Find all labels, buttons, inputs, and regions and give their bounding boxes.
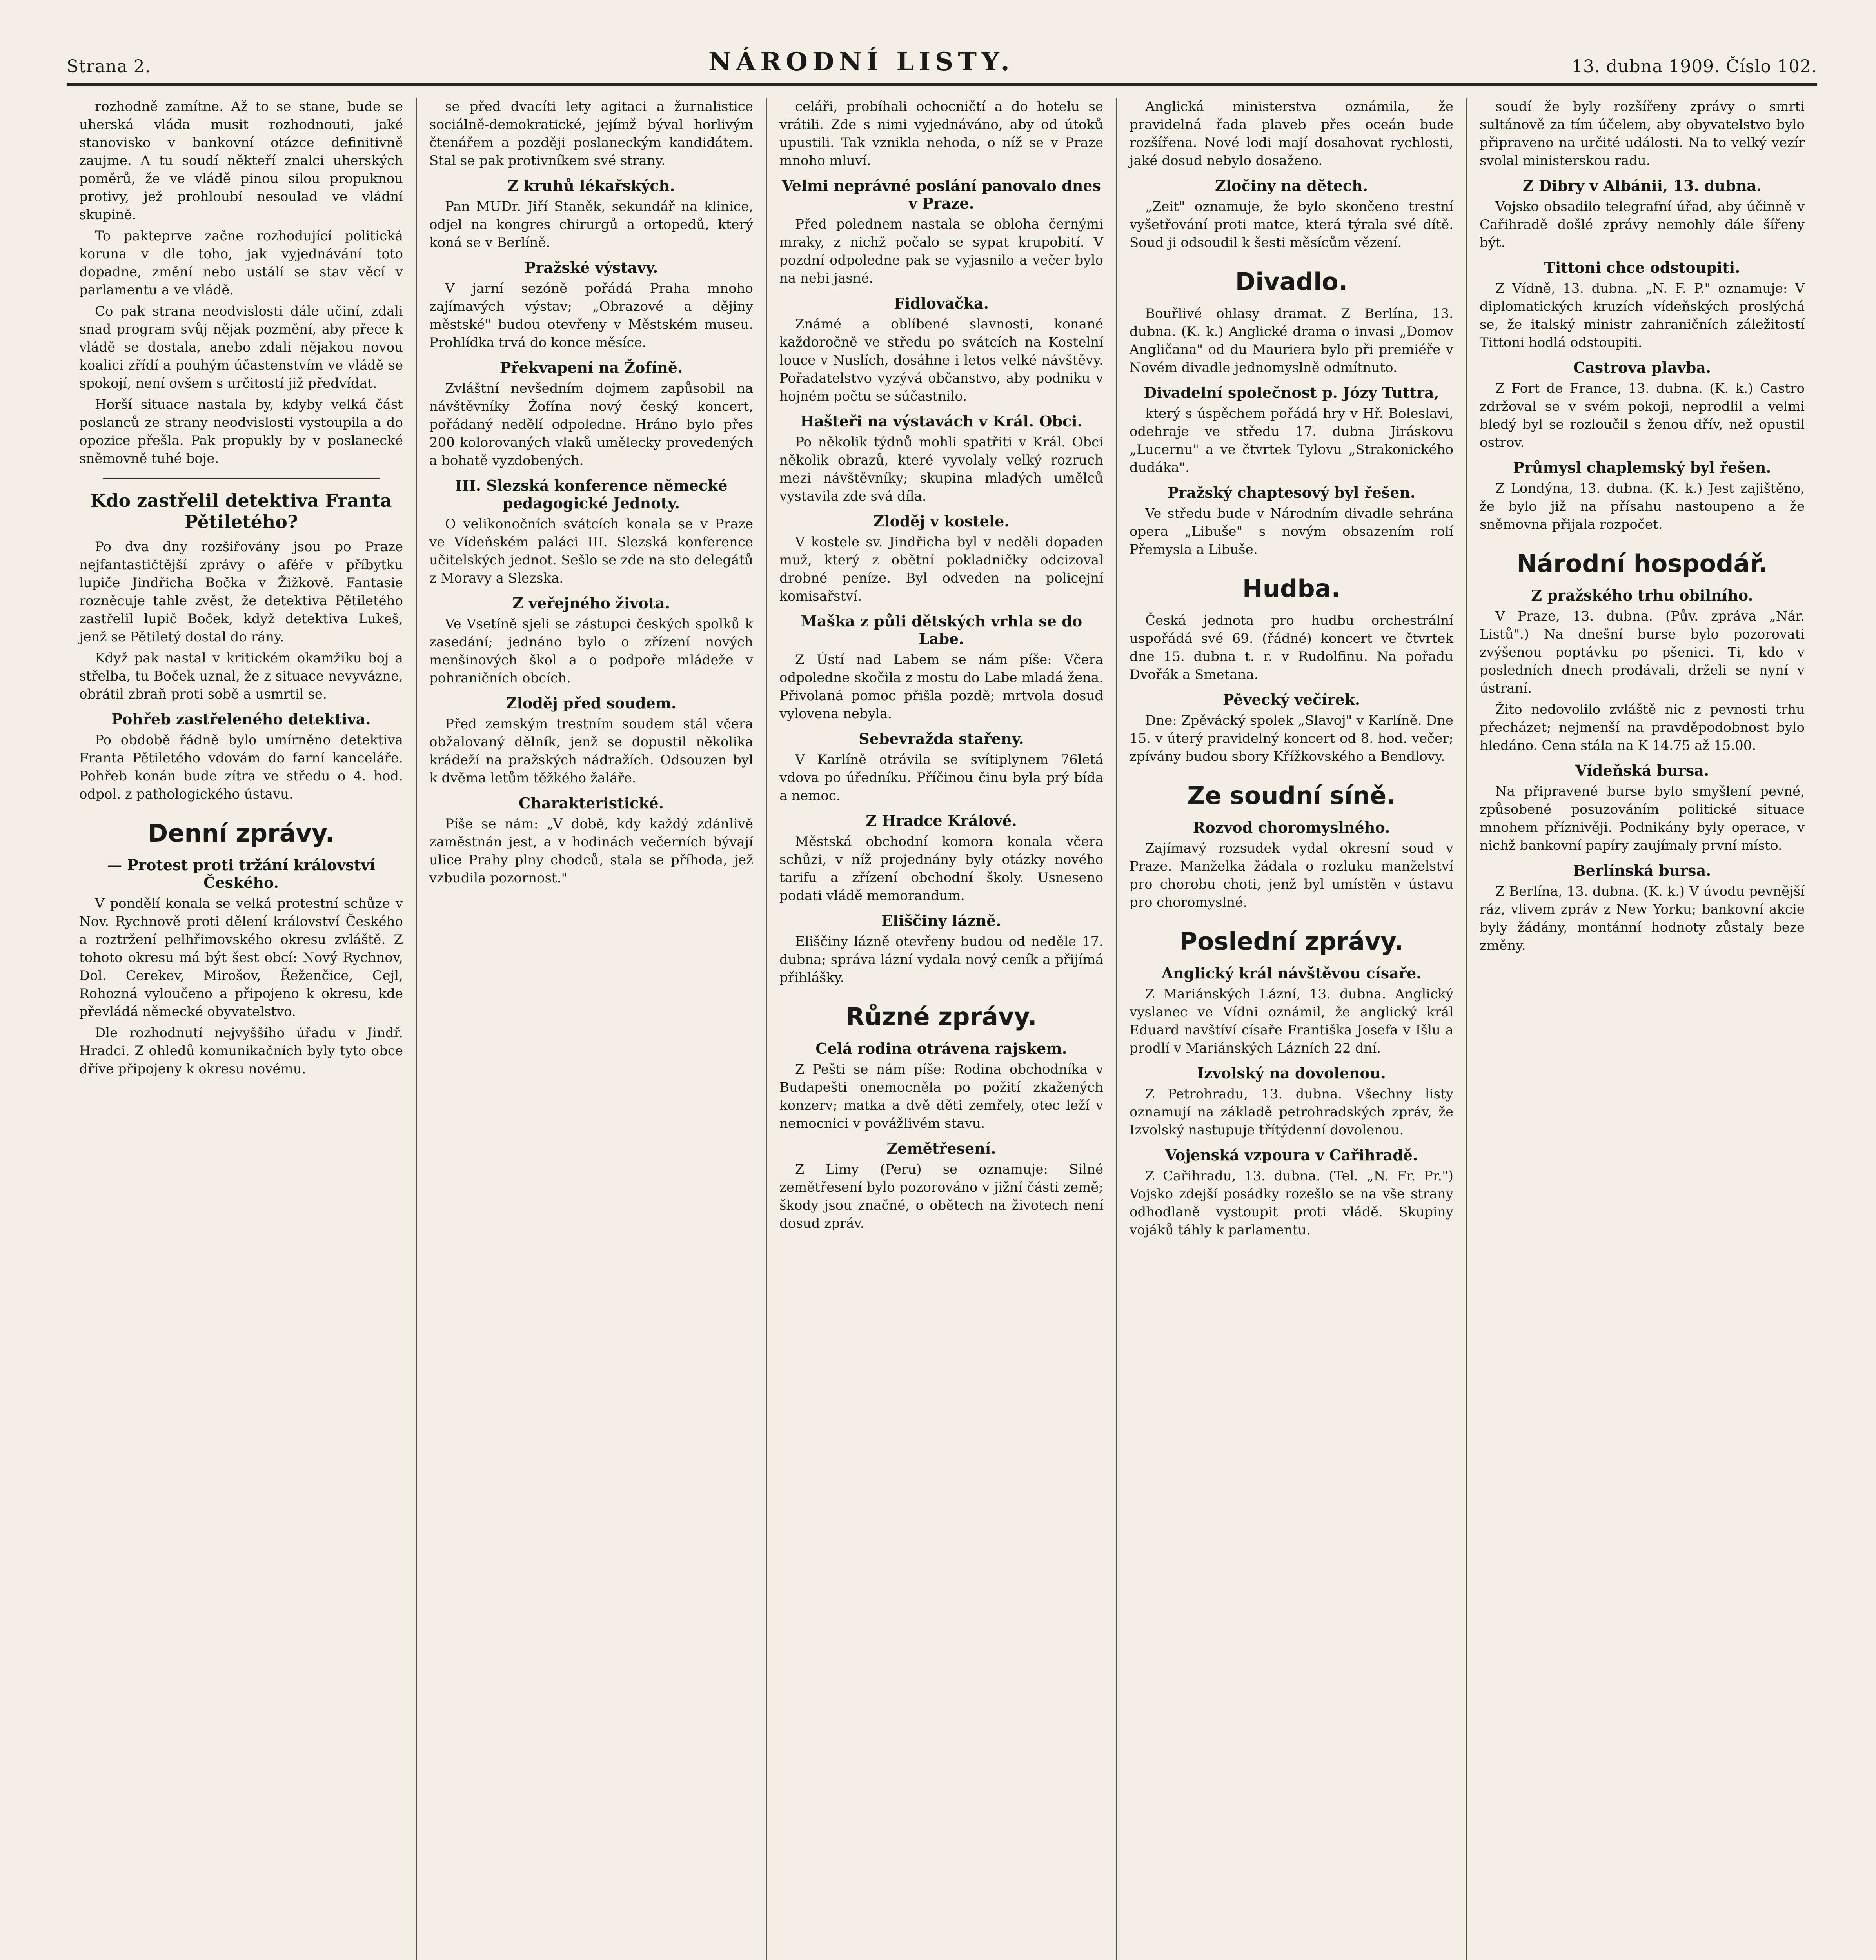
article-paragraph: se před dvacíti lety agitaci a žurnalistice sociálně-demokratické, jejímž býval horlivým čtenářem a později poslaneckým kandidátem. Stal se pak protivníkem své strany. <box>429 99 753 169</box>
column-2 <box>417 98 767 1960</box>
subheadline: Zemětřesení. <box>886 1140 996 1157</box>
article-paragraph: V Karlíně otrávila se svítiplynem 76letá vdova po úředníku. Příčinou činu byla prý bída a nemoc. <box>779 752 1103 804</box>
masthead <box>67 47 1817 86</box>
subheadline: Průmysl chaplemský byl řešen. <box>1513 459 1771 476</box>
subheadline: Z kruhů lékařských. <box>507 177 675 194</box>
subheadline: Eliščiny lázně. <box>881 912 1001 929</box>
article-paragraph: soudí že byly rozšířeny zprávy o smrti sultánově za tím účelem, aby obyvatelstvo bylo připraveno na určité události. Na to velký vezír svolal ministerskou radu. <box>1480 99 1805 169</box>
subheadline: III. Slezská konference německé pedagogické Jednoty. <box>455 477 728 512</box>
page-number: Strana 2. <box>67 56 151 76</box>
newspaper-title: NÁRODNÍ LISTY. <box>708 47 1014 76</box>
subheadline: Divadelní společnost p. Józy Tuttra, <box>1144 384 1439 401</box>
article-paragraph: Z Limy (Peru) se oznamuje: Silné zemětřesení bylo pozorováno v jižní části země; škody jsou značné, o obětech na životech není dosud zpráv. <box>779 1161 1103 1231</box>
article-paragraph: který s úspěchem pořádá hry v Hř. Boleslavi, odehraje ve středu 17. dubna Jiráskovu „Lucernu" a ve čtvrtek Tylovu „Strakonického dudáka". <box>1130 406 1453 475</box>
subheadline: Zloděj před soudem. <box>506 694 677 712</box>
section-heading: Hudba. <box>1242 574 1341 603</box>
subheadline: Zloděj v kostele. <box>873 512 1010 530</box>
article-paragraph: Zajímavý rozsudek vydal okresní soud v Praze. Manželka žádala o rozluku manželství pro chorobu choti, jenž byl umístěn v ústavu pro choromyslné. <box>1130 840 1453 910</box>
issue-date: 13. dubna 1909. Číslo 102. <box>1572 56 1817 76</box>
article-paragraph: V pondělí konala se velká protestní schůze v Nov. Rychnově proti dělení království Českého a roztržení pelhřimovského okresu zvláště. Z tohoto okresu má být šest obcí: Nový Rychnov, Dol. Cerekev, Mirošov, Řeženčice, Cejl, Rohozná vyloučeno a připojeno k okresu, kde převládá německé obyvatelstvo. <box>79 896 403 1020</box>
article-paragraph: Dle rozhodnutí nejvyššího úřadu v Jindř. Hradci. Z ohledů komunikačních byly tyto obce dříve připojeny k okresu novému. <box>79 1025 403 1077</box>
article-paragraph: Eliščiny lázně otevřeny budou od neděle 17. dubna; správa lázní vydala nový ceník a přijímá přihlášky. <box>779 934 1103 985</box>
subheadline: Zločiny na dětech. <box>1215 177 1368 194</box>
article-paragraph: Po dva dny rozšiřovány jsou po Praze nejfantastičtější zprávy o aféře v příbytku lupiče Jindřicha Bočka v Žižkově. Fantasie rozněcuje tahle zvěst, že detektiva Pětiletého zastřelil lupič Boček, když detektiva Lukeš, jenž se Pětiletý dostal do rány. <box>79 539 403 645</box>
subheadline: Berlínská bursa. <box>1573 862 1711 879</box>
subheadline: Velmi neprávné poslání panovalo dnes v Praze. <box>782 177 1101 212</box>
article-paragraph: Česká jednota pro hudbu orchestrální uspořádá své 69. (řádné) koncert ve čtvrtek dne 15. dubna t. r. v Rudolfinu. Na pořadu Dvořák a Smetana. <box>1130 613 1453 682</box>
section-heading: Ze soudní síně. <box>1187 781 1396 810</box>
subheadline: Charakteristické. <box>519 794 664 812</box>
article-paragraph: V jarní sezóně pořádá Praha mnoho zajímavých výstav; „Obrazové a dějiny městské" budou otevřeny v Městském museu. Prohlídka trvá do konce měsíce. <box>429 281 753 350</box>
article-paragraph: Městská obchodní komora konala včera schůzi, v níž projednány byly otázky nového tarifu a zřízení obchodní školy. Usneseno podati vládě memorandum. <box>779 834 1103 904</box>
article-paragraph: O velikonočních svátcích konala se v Praze ve Vídeňském paláci III. Slezská konference učitelských jednot. Sešlo se zde na sto delegátů z Moravy a Slezska. <box>429 516 753 586</box>
article-paragraph: Z Ústí nad Labem se nám píše: Včera odpoledne skočila z mostu do Labe mladá žena. Přivolaná pomoc přišla pozdě; mrtvola dosud vylovena nebyla. <box>779 652 1103 722</box>
subheadline: Z pražského trhu obilního. <box>1531 586 1753 604</box>
article-paragraph: Po obdobě řádně bylo umírněno detektiva Franta Pětiletého vdovám do farní kanceláře. Pohřeb konán bude zítra ve středu o 4. hod. odpol. z pathologického ústavu. <box>79 732 403 802</box>
subheadline: Castrova plavba. <box>1573 359 1711 376</box>
column-4 <box>1117 98 1467 1960</box>
columns <box>67 98 1817 1960</box>
section-heading: Denní zprávy. <box>147 819 335 848</box>
article-paragraph: Z Londýna, 13. dubna. (K. k.) Jest zajištěno, že bylo již na přísahu nastoupeno a že sněmovna přijala rozpočet. <box>1480 481 1805 532</box>
subheadline: Tittoni chce odstoupiti. <box>1544 259 1740 276</box>
article-paragraph: To pakteprve začne rozhodující politická koruna v dle toho, jak vyjednávání toto dopadne, změní nebo ustálí se stav věcí v parlamentu a ve vládě. <box>79 228 403 298</box>
article-paragraph: Před polednem nastala se obloha černými mraky, z nichž počalo se sypat krupobití. V pozdní odpoledne pak se vyjasnilo a večer bylo na nebi jasné. <box>779 216 1103 286</box>
subheadline: Vojenská vzpoura v Cařihradě. <box>1165 1146 1418 1164</box>
article-paragraph: Když pak nastal v kritickém okamžiku boj a střelba, tu Boček uznal, že z situace nevyvázne, obrátil zbraň proti sobě a usmrtil se. <box>79 650 403 702</box>
article-paragraph: Anglická ministerstva oznámila, že pravidelná řada plaveb přes oceán bude rozšířena. Nové lodi mají dosahovat rychlosti, jaké dosud nebylo dosaženo. <box>1130 99 1453 169</box>
section-heading: Poslední zprávy. <box>1179 927 1404 956</box>
subheadline: Vídeňská bursa. <box>1575 762 1709 779</box>
subheadline: Sebevražda stařeny. <box>859 730 1024 748</box>
column-5 <box>1467 98 1817 1960</box>
column-1 <box>67 98 417 1960</box>
article-paragraph: Z Berlína, 13. dubna. (K. k.) V úvodu pevnější ráz, vlivem zpráv z New Yorku; bankovní akcie byly žádány, montánní hodnoty zůstaly beze změny. <box>1480 884 1805 953</box>
article-paragraph: Z Fort de France, 13. dubna. (K. k.) Castro zdržoval se v svém pokoji, neprodlil a velmi bledý byl se rozloučil s ženou dřív, než opustil ostrov. <box>1480 381 1805 450</box>
article-paragraph: Zvláštní nevšedním dojmem zapůsobil na návštěvníky Žofína nový český koncert, pořádaný nedělí odpoledne. Hráno bylo přes 200 kolorovaných vlaků umělecky provedených a bohatě vyzdobených. <box>429 381 753 468</box>
article-paragraph: Z Pešti se nám píše: Rodina obchodníka v Budapešti onemocněla po požití zkažených konzerv; matka a dvě děti zemřely, otec leží v nemocnici v povážlivém stavu. <box>779 1062 1103 1131</box>
column-3 <box>767 98 1117 1960</box>
article-paragraph: V Praze, 13. dubna. (Pův. zpráva „Nár. Listů".) Na dnešní burse bylo pozorovati zvýšenou poptávku po pšenici. Ti, kdo v posledních dnech prodávali, drželi se nyní v ústraní. <box>1480 608 1805 696</box>
subheadline: Anglický král návštěvou císaře. <box>1161 964 1422 982</box>
article-paragraph: Co pak strana neodvislosti dále učiní, zdali snad program svůj nějak pozmění, aby přece k vládě se dostala, anebo zdali nějakou novou koalici zřídí a pouhým účastenstvím ve vládě se spokojí, není ovšem s určitostí již předvídat. <box>79 303 403 391</box>
subheadline: Fidlovačka. <box>894 294 989 312</box>
article-paragraph: Píše se nám: „V době, kdy každý zdánlivě zaměstnán jest, a v hodinách večerních bývají ulice Prahy plny chodců, stala se příhoda, jež vzbudila pozornost." <box>429 816 753 886</box>
article-paragraph: Z Petrohradu, 13. dubna. Všechny listy oznamují na základě petrohradských zpráv, že Izvolský nastupuje třítýdenní dovolenou. <box>1130 1086 1453 1138</box>
section-heading: Divadlo. <box>1235 267 1348 296</box>
article-paragraph: Horší situace nastala by, kdyby velká část poslanců ze strany neodvislosti vystoupila a do opozice přešla. Pak propukly by v poslanecké sněmovně tuhé boje. <box>79 397 403 466</box>
subheadline: Pěvecký večírek. <box>1222 691 1360 708</box>
article-paragraph: Po několik týdnů mohli spatřiti v Král. Obci několik obrazů, které vyvolaly velký rozruch mezi návštěvníky; skupina mladých umělců vystavila zde svá díla. <box>779 434 1103 504</box>
section-heading: Různé zprávy. <box>846 1002 1037 1031</box>
article-paragraph: „Zeit" oznamuje, že bylo skončeno trestní vyšetřování proti matce, která týrala své dítě. Soud ji odsoudil k šesti měsícům vězení. <box>1130 199 1453 250</box>
article-paragraph: Známé a oblíbené slavnosti, konané každoročně ve středu po svátcích na Kostelní louce v Nuslích, dosáhne i letos velké návštěvy. Pořadatelstvo vyzývá občanstvo, aby podniku v hojném počtu se súčastnilo. <box>779 316 1103 404</box>
article-paragraph: Dne: Zpěvácký spolek „Slavoj" v Karlíně. Dne 15. v úterý pravidelný koncert od 8. hod. večer; zpívány budou sbory Křížkovského a Bendlovy. <box>1130 713 1453 764</box>
article-paragraph: Na připravené burse bylo smyšlení pevné, způsobené posuzováním politické situace mnohem příznivěji. Podnikány byly operace, v nichž bankovní papíry zaujímaly první místo. <box>1480 784 1805 853</box>
article-paragraph: Žito nedovolilo zvláště nic z pevnosti trhu přecházet; nejmenší na pravděpodobnost bylo hledáno. Cena stála na K 14.75 až 15.00. <box>1480 702 1805 753</box>
article-paragraph: Ve Vsetíně sjeli se zástupci českých spolků k zasedání; jednáno bylo o zřízení nových menšinových škol a o podpoře mládeže v pohraničních obcích. <box>429 616 753 686</box>
subheadline: Pražský chaptesový byl řešen. <box>1167 484 1416 501</box>
subheadline: Hašteři na výstavách v Král. Obci. <box>800 412 1082 430</box>
subheadline: Celá rodina otrávena rajskem. <box>815 1040 1067 1057</box>
subheadline: Maška z půli dětských vrhla se do Labe. <box>800 612 1082 648</box>
subheadline: Pražské výstavy. <box>524 259 658 276</box>
subheadline: Z Hradce Králové. <box>866 812 1017 829</box>
article-paragraph: celáři, probíhali ochocničtí a do hotelu se vrátili. Zde s nimi vyjednáváno, aby od útoků upustili. Tak vznikla nehoda, o níž se v Praze mnoho mluví. <box>779 99 1103 169</box>
divider <box>103 478 380 479</box>
headline: Kdo zastřelil detektiva Franta Pětiletého? <box>90 490 392 532</box>
subheadline: Překvapení na Žofíně. <box>499 359 683 376</box>
article-paragraph: Před zemským trestním soudem stál včera obžalovaný dělník, jenž se dopustil několika krádeží na pražských nádražích. Odsouzen byl k dvěma letům těžkého žaláře. <box>429 716 753 786</box>
article-paragraph: Bouřlivé ohlasy dramat. Z Berlína, 13. dubna. (K. k.) Anglické drama o invasi „Domov Angličana" od du Mauriera bylo při premiéře v Novém divadle jednomyslně odmítnuto. <box>1130 306 1453 376</box>
section-heading: Národní hospodář. <box>1516 549 1768 578</box>
subheadline: Pohřeb zastřeleného detektiva. <box>111 710 371 728</box>
article-paragraph: V kostele sv. Jindřicha byl v neděli dopaden muž, který z obětní pokladničky odcizoval drobné peníze. Byl odveden na policejní komisařství. <box>779 534 1103 604</box>
article-paragraph: Z Vídně, 13. dubna. „N. F. P." oznamuje: V diplomatických kruzích vídeňských proslýchá se, že italský ministr zahraničních záležitostí Tittoni hodlá odstoupiti. <box>1480 281 1805 350</box>
article-paragraph: Pan MUDr. Jiří Staněk, sekundář na klinice, odjel na kongres chirurgů a ortopedů, který koná se v Berlíně. <box>429 199 753 250</box>
subheadline: Izvolský na dovolenou. <box>1197 1064 1386 1082</box>
article-paragraph: Z Mariánských Lázní, 13. dubna. Anglický vyslanec ve Vídni oznámil, že anglický král Eduard navštíví císaře Františka Josefa v Išlu a prodlí v Mariánských Lázních 22 dní. <box>1130 986 1453 1056</box>
subheadline: Z veřejného života. <box>512 594 670 612</box>
article-paragraph: Ve středu bude v Národním divadle sehrána opera „Libuše" s novým obsazením rolí Přemysla a Libuše. <box>1130 506 1453 557</box>
subheadline: Rozvod choromyslného. <box>1193 818 1390 836</box>
article-paragraph: rozhodně zamítne. Až to se stane, bude se uherská vláda musit rozhodnouti, jaké stanovisko v bankovní otázce definitivně zaujme. A tu soudí někteří znalci uherských poměrů, že ve vládě pinou silou propuknou protivy, jež prohloubí nesoulad ve vládní skupině. <box>79 99 403 223</box>
article-paragraph: Vojsko obsadilo telegrafní úřad, aby účinně v Cařihradě došlé zprávy nemohly dále šířeny být. <box>1480 199 1805 250</box>
subheadline: — Protest proti tržání království Českého. <box>107 856 375 891</box>
article-paragraph: Z Cařihradu, 13. dubna. (Tel. „N. Fr. Pr.") Vojsko zdejší posádky rozešlo se na vše strany odhodlaně vystoupit proti vládě. Skupiny vojáků táhly k parlamentu. <box>1130 1168 1453 1238</box>
subheadline: Z Dibry v Albánii, 13. dubna. <box>1522 177 1762 194</box>
